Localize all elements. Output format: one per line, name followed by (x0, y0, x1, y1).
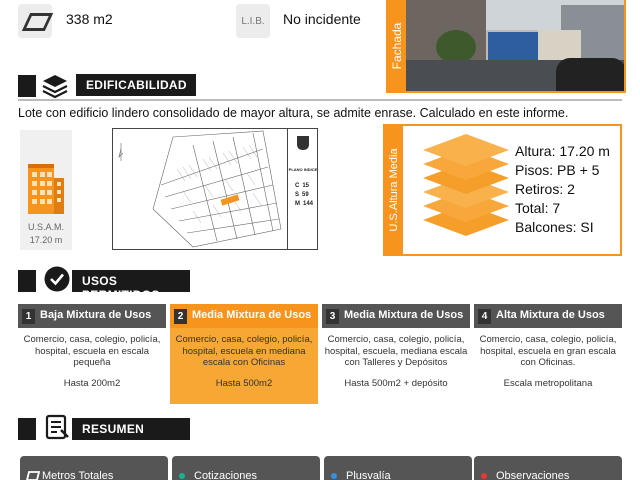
usam-panel (20, 130, 72, 250)
fachada-tab (388, 0, 406, 91)
lot-area-value: 338 m2 (66, 11, 113, 27)
uso-card-header (474, 304, 622, 328)
usam-value: 17.20 m (29, 235, 63, 245)
uso-title: Media Mixtura de Usos (192, 309, 312, 321)
uso-number: 3 (326, 309, 339, 324)
uso-description: Comercio, casa, colegio, policía, hospital, escuela en mediana escala con Oficinas (175, 334, 313, 368)
resumen-label: Metros Totales (42, 470, 114, 480)
uso-description: Comercio, casa, colegio, policía, hospital, escuela en escala pequeña (23, 334, 161, 368)
uso-number: 1 (22, 309, 35, 324)
uso-title: Alta Mixtura de Usos (496, 309, 605, 321)
resumen-card-metros[interactable] (20, 456, 168, 480)
usos-title: USOS PERMITIDOS (72, 270, 190, 292)
lot-area-icon (18, 4, 52, 38)
status-dot-icon (481, 473, 487, 479)
block-map-drawing (113, 129, 287, 249)
status-dot-icon (331, 473, 337, 479)
lib-value: No incidente (283, 11, 361, 27)
uso-description: Comercio, casa, colegio, policía, hospital, escuela en gran escala con Oficinas. (479, 334, 617, 368)
uso-number: 4 (478, 309, 491, 324)
uso-card-header (18, 304, 166, 328)
uso-number: 2 (174, 309, 187, 324)
divider (18, 99, 622, 101)
uso-card-3 (322, 304, 470, 404)
resumen-title: RESUMEN (72, 418, 190, 440)
edificabilidad-description: Lote con edificio lindero consolidado de mayor altura, se admite enrase. Calculado en este informe. (18, 106, 569, 120)
plan-legend (287, 129, 317, 249)
uso-scale: Escala metropolitana (503, 378, 593, 389)
resumen-card-cotizaciones[interactable] (172, 456, 320, 480)
building-icon (26, 158, 66, 216)
altura-stats (515, 142, 610, 237)
stat-retiros: Retiros: 2 (515, 181, 575, 197)
altura-tab-label: U.S.Altura Media (388, 148, 400, 232)
stat-balcones: Balcones: SI (515, 219, 594, 235)
uso-card-header (322, 304, 470, 328)
city-seal-icon (296, 135, 310, 151)
altura-media-panel (383, 124, 622, 256)
stat-altura: Altura: 17.20 m (515, 143, 610, 159)
plan-title: PLANO INDICE (288, 167, 318, 172)
resumen-label: Plusvalía (346, 470, 391, 480)
uso-title: Media Mixtura de Usos (344, 309, 464, 321)
plan-row: C 15 (295, 183, 310, 189)
uso-card-4 (474, 304, 622, 404)
section-marker (18, 75, 36, 97)
uso-description: Comercio, casa, colegio, policía, hospital, escuela, mediana escala con Talleres y Depósitos (324, 334, 468, 368)
uso-scale: Hasta 500m2 (215, 378, 273, 389)
uso-title: Baja Mixtura de Usos (40, 309, 152, 321)
edificabilidad-title: EDIFICABILIDAD (76, 74, 196, 96)
fachada-label: Fachada (390, 22, 404, 69)
area-outline-icon (26, 470, 40, 480)
resumen-card-plusvalia[interactable] (324, 456, 472, 480)
section-marker (18, 270, 36, 292)
uso-scale: Hasta 500m2 + depósito (344, 378, 448, 389)
usam-label: U.S.A.M. (27, 222, 64, 232)
resumen-card-observaciones[interactable] (474, 456, 622, 480)
check-circle-icon (44, 266, 70, 292)
facade-photo (406, 0, 626, 91)
side-gray-strip (626, 0, 640, 93)
stat-pisos: Pisos: PB + 5 (515, 162, 600, 178)
altura-tab (385, 126, 403, 254)
lib-icon: L.I.B. (236, 4, 270, 38)
plan-row: S 59 (295, 192, 309, 198)
fachada-panel (386, 0, 626, 93)
layers-icon (42, 73, 68, 99)
floors-stack-icon (421, 134, 511, 244)
resumen-label: Observaciones (496, 470, 570, 480)
plan-row: M 144 (295, 201, 314, 207)
uso-scale: Hasta 200m2 (63, 378, 121, 389)
plano-indice-map (112, 128, 318, 250)
checklist-icon (44, 414, 70, 440)
uso-card-2 (170, 304, 318, 404)
stat-total: Total: 7 (515, 200, 561, 216)
uso-card-header (170, 304, 318, 328)
resumen-label: Cotizaciones (194, 470, 257, 480)
section-marker (18, 418, 36, 440)
uso-card-1 (18, 304, 166, 404)
status-dot-icon (179, 473, 185, 479)
